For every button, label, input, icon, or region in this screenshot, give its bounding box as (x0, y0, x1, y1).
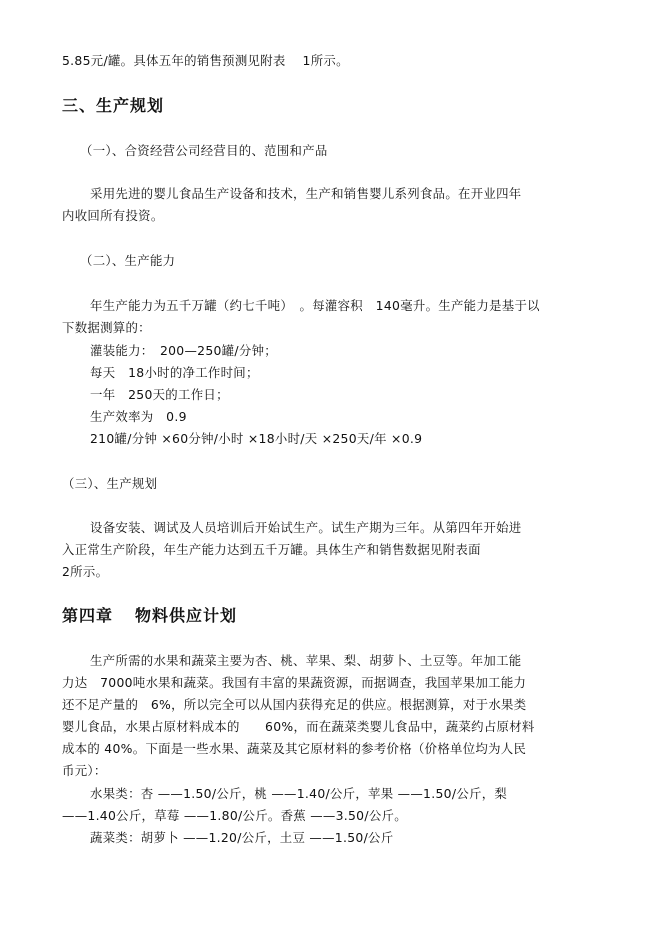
paragraph-line: 2所示。 (62, 564, 109, 579)
subsection-heading: （一）、合资经营公司经营目的、范围和产品 (80, 143, 328, 158)
text-line: 5.85元/罐。具体五年的销售预测见附表 1所示。 (62, 53, 349, 68)
paragraph-line: 内收回所有投资。 (62, 208, 164, 223)
subsection-heading: （三）、生产规划 (62, 476, 158, 491)
paragraph-line: 生产所需的水果和蔬菜主要为杏、桃、苹果、梨、胡萝卜、土豆等。年加工能 (90, 653, 522, 668)
price-line: ——1.40公斤，草莓 ——1.80/公斤。香蕉 ——3.50/公斤。 (62, 808, 407, 823)
paragraph-line: 还不足产量的 6%，所以完全可以从国内获得充足的供应。根据测算，对于水果类 (62, 697, 527, 712)
formula-line: 210罐/分钟 ×60分钟/小时 ×18小时/天 ×250天/年 ×0.9 (90, 431, 423, 446)
paragraph-line: 采用先进的婴儿食品生产设备和技术，生产和销售婴儿系列食品。在开业四年 (90, 186, 522, 201)
paragraph-line: 入正常生产阶段，年生产能力达到五千万罐。具体生产和销售数据见附表面 (62, 542, 481, 557)
paragraph-line: 下数据测算的： (62, 320, 151, 335)
paragraph-line: 力达 7000吨水果和蔬菜。我国有丰富的果蔬资源，而据调查，我国苹果加工能力 (62, 675, 527, 690)
price-line: 蔬菜类：胡萝卜 ——1.20/公斤，土豆 ——1.50/公斤 (90, 830, 394, 845)
chapter-number: 第四章 (62, 606, 114, 625)
chapter-title: 物料供应计划 (135, 606, 238, 625)
chapter-heading (62, 606, 237, 626)
paragraph-line: 币元）： (62, 763, 107, 778)
list-line: 生产效率为 0.9 (90, 409, 187, 424)
list-line: 灌装能力： 200—250罐/分钟； (90, 343, 277, 358)
paragraph-line: 年生产能力为五千万罐（约七千吨） 。每灌容积 140毫升。生产能力是基于以 (90, 298, 540, 313)
subsection-heading: （二）、生产能力 (80, 253, 176, 268)
paragraph-line: 成本的 40%。下面是一些水果、蔬菜及其它原材料的参考价格（价格单位均为人民 (62, 741, 527, 756)
paragraph-line: 设备安装、调试及人员培训后开始试生产。试生产期为三年。从第四年开始进 (90, 520, 522, 535)
price-line: 水果类：杏 ——1.50/公斤，桃 ——1.40/公斤，苹果 ——1.50/公斤，梨 (90, 786, 508, 801)
paragraph-line: 婴儿食品，水果占原材料成本的 60%，而在蔬菜类婴儿食品中，蔬菜约占原材料 (62, 719, 535, 734)
list-line: 一年 250天的工作日； (90, 387, 229, 402)
list-line: 每天 18小时的净工作时间； (90, 365, 259, 380)
section-heading: 三、生产规划 (62, 96, 165, 115)
